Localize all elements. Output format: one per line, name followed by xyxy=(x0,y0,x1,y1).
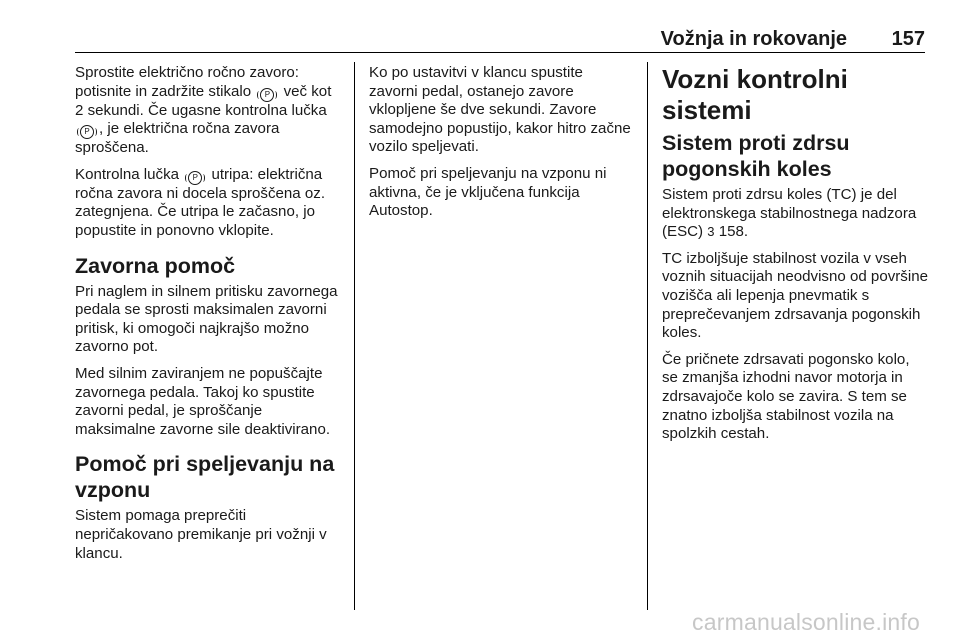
paragraph: Sprostite električno ročno zavoro: potisnite in zadržite stikalo P več kot 2 sekundi. Če ugasne kontrolna lučka P , je električna ročna zavora sproščena. xyxy=(75,64,332,157)
column-divider xyxy=(354,62,355,610)
section-heading: Sistem proti zdrsu pogonskih koles xyxy=(662,131,850,181)
column-divider xyxy=(647,62,648,610)
column-right xyxy=(662,64,928,452)
page-reference-arrow-icon[interactable]: 3 xyxy=(707,224,715,240)
section-heading: Zavorna pomoč xyxy=(75,253,236,278)
parking-brake-icon: P xyxy=(188,171,202,185)
column-middle xyxy=(369,64,631,229)
paragraph: Med silnim zaviranjem ne popuščajte zavornega pedala. Takoj ko spustite zavorni pedal, je sproščanje maksimalne zavorne sile deaktivirano. xyxy=(75,364,331,438)
paragraph: Pomoč pri speljevanju na vzponu ni aktivna, če je vključena funkcija Autostop. xyxy=(369,164,607,220)
column-left xyxy=(75,64,343,571)
page-header xyxy=(75,26,925,53)
page-number: 157 xyxy=(891,28,925,50)
parking-brake-icon: P xyxy=(80,125,94,139)
chapter-title: Vožnja in rokovanje xyxy=(660,28,847,50)
paragraph: Če pričnete zdrsavati pogonsko kolo, se zmanjša izhodni navor motorja in zdrsavajoče kolo se zavira. S tem se znatno izboljša stabilnost vozila na spolzkih cestah. xyxy=(662,350,910,443)
watermark: carmanualsonline.info xyxy=(692,609,920,635)
paragraph: Sistem pomaga preprečiti nepričakovano premikanje pri vožnji v klancu. xyxy=(75,507,327,562)
section-heading: Pomoč pri speljevanju na vzponu xyxy=(75,452,335,503)
paragraph: Sistem proti zdrsu koles (TC) je del elektronskega stabilnostnega nadzora (ESC) 3 158. xyxy=(662,186,917,241)
parking-brake-icon: P xyxy=(260,88,274,102)
paragraph: Kontrolna lučka P utripa: električna ročna zavora ni docela sproščena oz. zategnjena. Če utripa le začasno, jo popustite in ponovno vklopite. xyxy=(75,165,326,239)
paragraph: Pri naglem in silnem pritisku zavornega pedala se sprosti maksimalen zavorni pritisk, ki omogoči najkrajšo možno zavorno pot. xyxy=(75,282,338,356)
paragraph: TC izboljšuje stabilnost vozila v vseh voznih situacijah neodvisno od površine vozišča ali lepenja pnevmatik s preprečevanjem zdrsavanja pogonskih koles. xyxy=(662,249,928,342)
chapter-heading: Vozni kontrolni sistemi xyxy=(662,64,848,125)
paragraph: Ko po ustavitvi v klancu spustite zavorni pedal, ostanejo zavore vklopljene še dve sekundi. Zavore samodejno popustijo, kakor hitro začne vozilo speljevati. xyxy=(369,64,631,156)
